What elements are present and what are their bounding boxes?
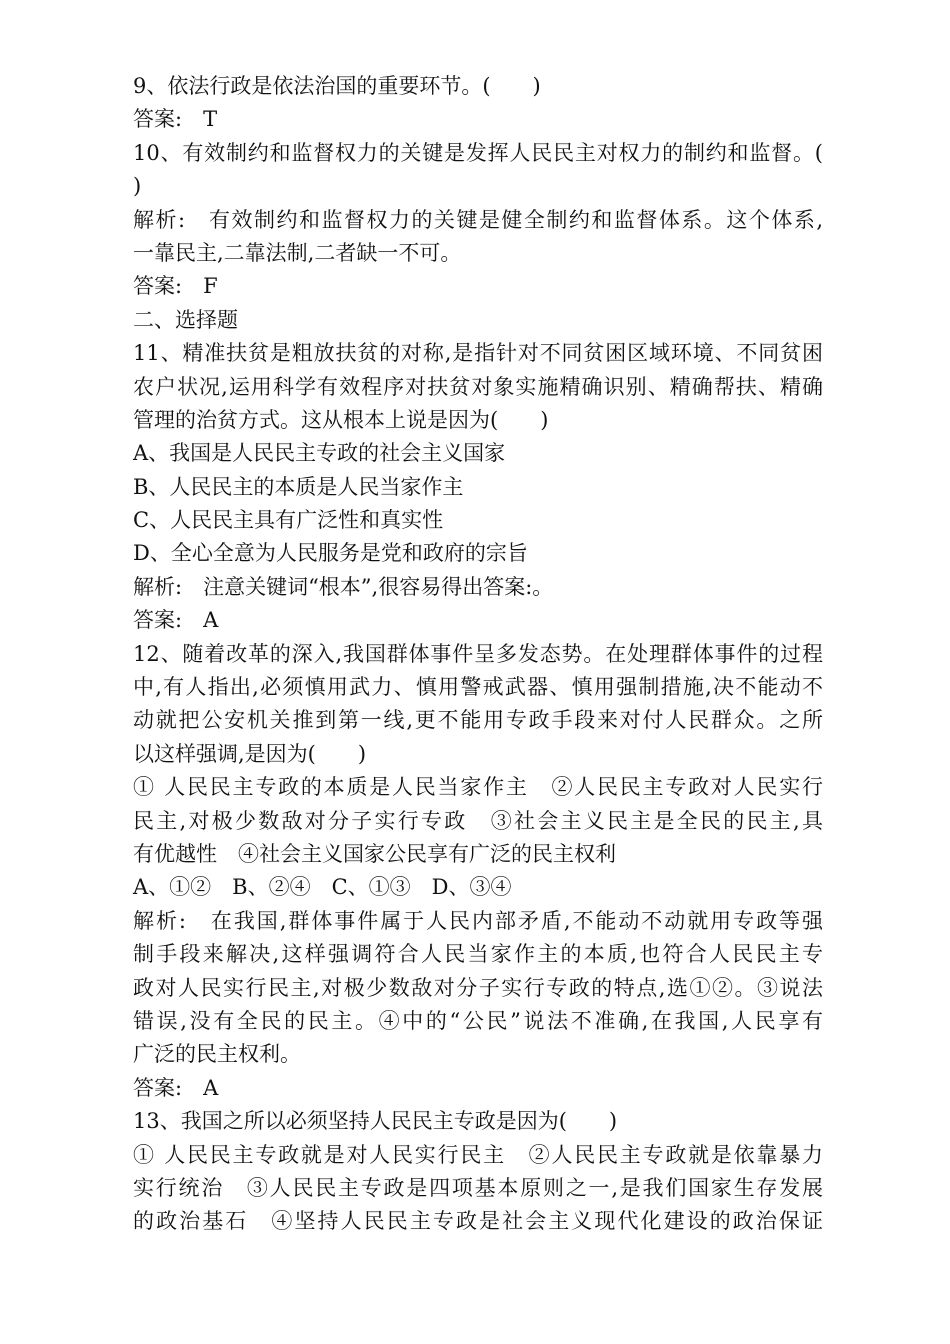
- question-line: 农户状况,运用科学有效程序对扶贫对象实施精确识别、精确帮扶、精确: [133, 374, 823, 399]
- question-line: 10、有效制约和监督权力的关键是发挥人民民主对权力的制约和监督。(: [133, 140, 823, 165]
- analysis-line: 广泛的民主权利。: [133, 1042, 301, 1067]
- analysis-line: 制手段来解决,这样强调符合人民当家作主的本质,也符合人民民主专: [133, 942, 823, 967]
- question-line: 9、依法行政是依法治国的重要环节。( ): [133, 74, 541, 98]
- analysis-line: 政对人民实行民主,对极少数敌对分子实行专政的特点,选①②。③说法: [133, 975, 823, 1000]
- question-line: 13、我国之所以必须坚持人民民主专政是因为( ): [133, 1109, 618, 1134]
- option-line: A、我国是人民民主专政的社会主义国家: [133, 441, 506, 466]
- answer-line: 答案: T: [133, 107, 218, 132]
- question-line: 动就把公安机关推到第一线,更不能用专政手段来对付人民群众。之所: [133, 708, 823, 733]
- option-line: C、人民民主具有广泛性和真实性: [133, 508, 444, 533]
- option-line: D、全心全意为人民服务是党和政府的宗旨: [133, 541, 528, 566]
- answer-line: 答案: A: [133, 608, 219, 633]
- statement-line: 有优越性 ④社会主义国家公民享有广泛的民主权利: [133, 841, 616, 866]
- analysis-line: 解析: 有效制约和监督权力的关键是健全制约和监督体系。这个体系,: [133, 207, 823, 232]
- section-line: 二、选择题: [133, 307, 238, 332]
- option-line: A、①② B、②④ C、①③ D、③④: [133, 875, 512, 900]
- document-page: [133, 70, 823, 1239]
- statement-line: ① 人民民主专政的本质是人民当家作主 ②人民民主专政对人民实行: [133, 775, 823, 800]
- statement-line: 实行统治 ③人民民主专政是四项基本原则之一,是我们国家生存发展: [133, 1175, 823, 1200]
- answer-line: 答案: A: [133, 1075, 219, 1100]
- statement-line: 的政治基石 ④坚持人民民主专政是社会主义现代化建设的政治保证: [133, 1209, 823, 1234]
- analysis-line: 解析: 注意关键词“根本”,很容易得出答案:。: [133, 574, 554, 599]
- question-line: 11、精准扶贫是粗放扶贫的对称,是指针对不同贫困区域环境、不同贫困: [133, 341, 823, 366]
- analysis-line: 错误,没有全民的民主。④中的“公民”说法不准确,在我国,人民享有: [133, 1008, 823, 1033]
- answer-line: 答案: F: [133, 274, 218, 299]
- question-line: 12、随着改革的深入,我国群体事件呈多发态势。在处理群体事件的过程: [133, 641, 823, 666]
- statement-line: ① 人民民主专政就是对人民实行民主 ②人民民主专政就是依靠暴力: [133, 1142, 823, 1167]
- analysis-line: 一靠民主,二靠法制,二者缺一不可。: [133, 240, 462, 265]
- question-line: ): [133, 174, 142, 199]
- question-line: 管理的治贫方式。这从根本上说是因为( ): [133, 407, 549, 432]
- option-line: B、人民民主的本质是人民当家作主: [133, 474, 464, 499]
- analysis-line: 解析: 在我国,群体事件属于人民内部矛盾,不能动不动就用专政等强: [133, 908, 823, 933]
- question-line: 以这样强调,是因为( ): [133, 741, 367, 766]
- question-line: 中,有人指出,必须慎用武力、慎用警戒武器、慎用强制措施,决不能动不: [133, 675, 823, 700]
- statement-line: 民主,对极少数敌对分子实行专政 ③社会主义民主是全民的民主,具: [133, 808, 823, 833]
